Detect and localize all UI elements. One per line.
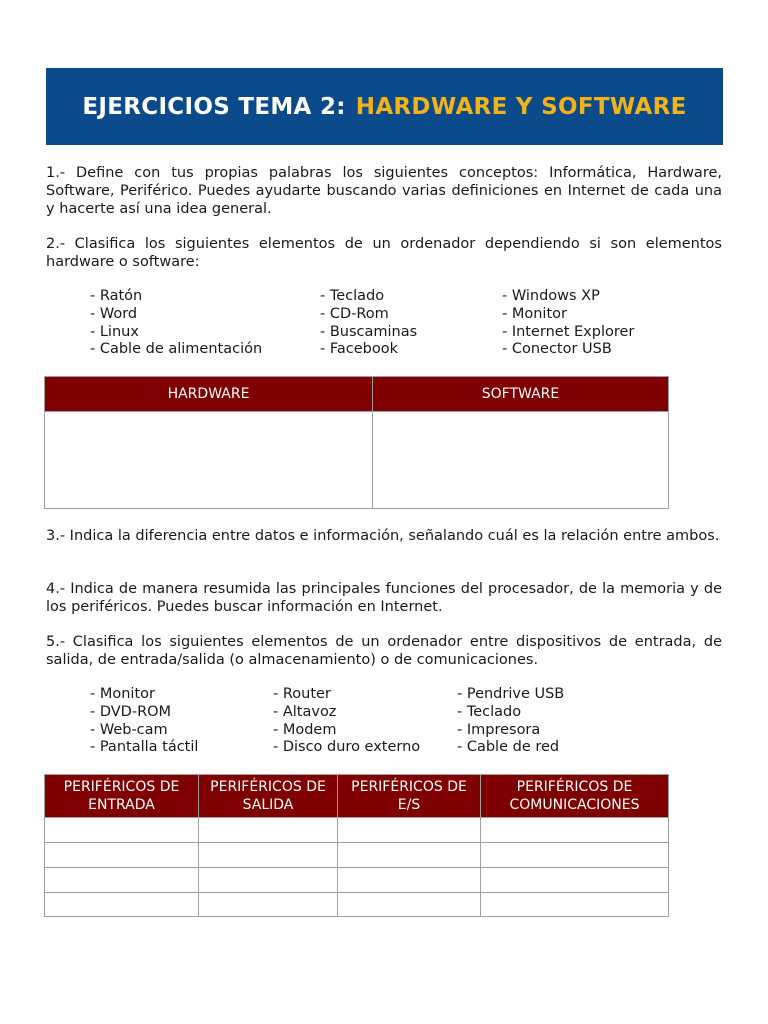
list-item: - Web-cam: [90, 721, 168, 738]
list-item: - Pantalla táctil: [90, 739, 199, 756]
table-cell[interactable]: [481, 843, 669, 868]
list-item: - Monitor: [502, 305, 567, 322]
list5-col2: [273, 686, 420, 757]
table-cell[interactable]: [481, 818, 669, 843]
list-item: - Altavoz: [273, 703, 337, 720]
table-header-input: PERIFÉRICOS DE ENTRADA: [45, 775, 199, 818]
list-item: - Windows XP: [502, 288, 600, 304]
list-item: - Router: [273, 686, 331, 702]
list-item: - Conector USB: [502, 341, 612, 358]
list-item: - Modem: [273, 721, 337, 738]
table-cell[interactable]: [199, 893, 338, 917]
table-header-hardware: HARDWARE: [45, 377, 373, 412]
table-cell[interactable]: [338, 893, 481, 917]
list-item: - Word: [90, 305, 138, 322]
table-cell[interactable]: [338, 843, 481, 868]
table-cell[interactable]: [481, 868, 669, 893]
list-item: - Cable de alimentación: [90, 341, 263, 358]
list-item: - Teclado: [320, 288, 385, 304]
table-header-output: PERIFÉRICOS DE SALIDA: [199, 775, 338, 818]
list-item: - Teclado: [457, 703, 522, 720]
list-item: - Monitor: [90, 686, 155, 702]
title-banner: [46, 68, 723, 145]
list-item: - Disco duro externo: [273, 739, 421, 756]
table-cell[interactable]: [199, 843, 338, 868]
table-cell[interactable]: [338, 868, 481, 893]
list2-col2: [320, 288, 417, 359]
table-cell[interactable]: [373, 412, 669, 509]
table-header-communications: PERIFÉRICOS DE COMUNICACIONES: [481, 775, 669, 818]
table-cell[interactable]: [45, 893, 199, 917]
list-item: - Buscaminas: [320, 323, 418, 340]
table-header-io: PERIFÉRICOS DE E/S: [338, 775, 481, 818]
list-item: - Pendrive USB: [457, 686, 565, 702]
question-3: 3.- Indica la diferencia entre datos e información, señalando cuál es la relación entre ambos.: [46, 528, 720, 544]
list-item: - Internet Explorer: [502, 323, 635, 340]
table-cell[interactable]: [45, 412, 373, 509]
list-item: - Ratón: [90, 288, 143, 304]
list-item: - Cable de red: [457, 739, 560, 756]
list-item: - Impresora: [457, 721, 541, 738]
table-cell[interactable]: [45, 868, 199, 893]
title-main: EJERCICIOS TEMA 2:: [82, 93, 346, 120]
list2-col1: [90, 288, 262, 359]
table-cell[interactable]: [45, 818, 199, 843]
peripherals-table: [44, 774, 669, 917]
table-cell[interactable]: [199, 818, 338, 843]
table-cell[interactable]: [199, 868, 338, 893]
question-2: 2.- Clasifica los siguientes elementos de un ordenador dependiendo si son elementos hardware o software:: [46, 236, 722, 270]
question-5: 5.- Clasifica los siguientes elementos de un ordenador entre dispositivos de entrada, de salida, de entrada/salida (o almacenamiento) o de comunicaciones.: [46, 634, 722, 668]
question-1: 1.- Define con tus propias palabras los siguientes conceptos: Informática, Hardware, Software, Periférico. Puedes ayudarte buscando varias definiciones en Internet de cada una y hacerte así una idea general.: [46, 165, 722, 217]
list-item: - CD-Rom: [320, 305, 389, 322]
list5-col1: [90, 686, 198, 757]
list-item: - Linux: [90, 323, 139, 340]
table-header-software: SOFTWARE: [373, 377, 669, 412]
table-cell[interactable]: [481, 893, 669, 917]
list5-col3: [457, 686, 564, 757]
list-item: - DVD-ROM: [90, 703, 172, 720]
table-cell[interactable]: [45, 843, 199, 868]
hardware-software-table: [44, 376, 669, 509]
list-item: - Facebook: [320, 341, 398, 358]
list2-col3: [502, 288, 634, 359]
table-cell[interactable]: [338, 818, 481, 843]
title-topic: HARDWARE Y SOFTWARE: [355, 93, 687, 120]
question-4: 4.- Indica de manera resumida las principales funciones del procesador, de la memoria y de los periféricos. Puedes buscar información en Internet.: [46, 581, 722, 615]
